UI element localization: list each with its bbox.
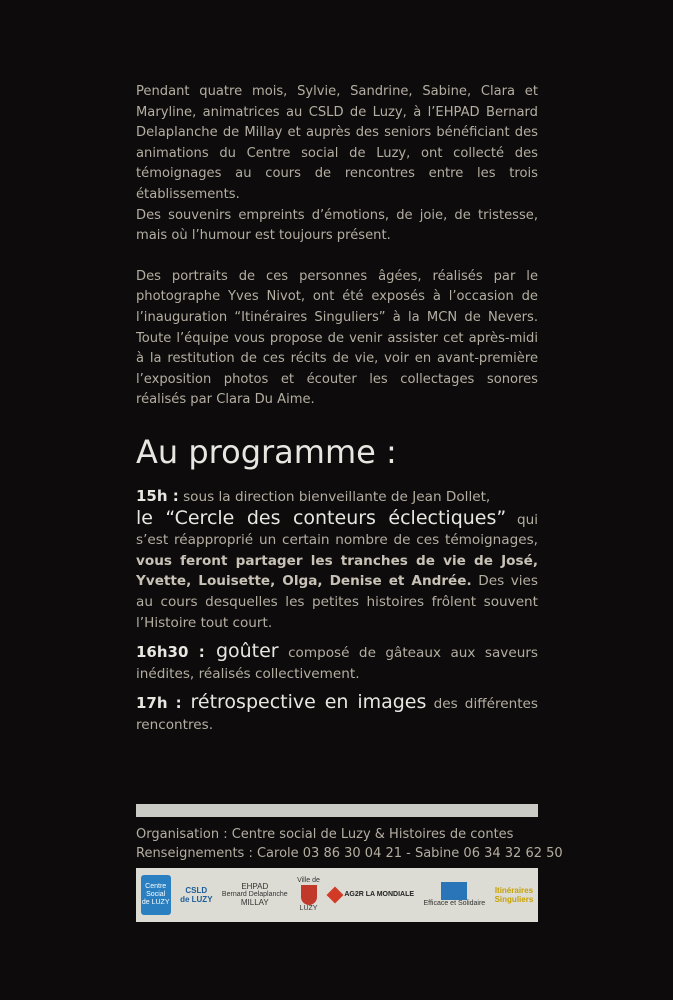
item-bold-text: vous feront partager les tranches de vie de José, Yvette, Louisette, Olga, Denise et Andrée.	[136, 552, 538, 590]
intro-paragraph-3: Des portraits de ces personnes âgées, réalisés par le photographe Yves Nivot, ont été exposés à l’occasion de l’inauguration “Itinéraires Singuliers” à la MCN de Nevers. Toute l’équipe vous propose de venir assister cet après-midi à la restitution de ces récits de vie, voir en avant-première l’exposition photos et écouter les collectages sonores réalisés par Clara Du Aime.	[136, 268, 538, 408]
item-lead: sous la direction bienveillante de Jean Dollet,	[178, 489, 491, 505]
programme-heading: Au programme :	[136, 433, 397, 471]
item-highlight: rétrospective en images	[181, 691, 427, 714]
logo-text: Efficace et Solidaire	[423, 900, 486, 907]
organisation-line: Organisation : Centre social de Luzy & Histoires de contes	[136, 827, 514, 842]
ag2r-diamond-icon	[327, 887, 344, 904]
logo-text: Centre	[145, 883, 167, 890]
divider-bar	[136, 804, 538, 817]
item-text: des différentes rencontres.	[136, 696, 538, 733]
contact-line: Renseignements : Carole 03 86 30 04 21 - Sabine 06 34 32 62 50	[136, 846, 563, 861]
ag2r-logo	[329, 889, 414, 901]
item-time: 15h :	[136, 487, 179, 505]
csld-logo	[180, 886, 212, 904]
logo-text: Itinéraires	[494, 886, 534, 895]
logo-text: Ville de	[297, 877, 320, 884]
programme-item-16h30	[136, 641, 538, 684]
programme-item-17h	[136, 692, 538, 735]
intro-text	[136, 82, 538, 411]
logo-text: MILLAY	[240, 898, 269, 907]
centre-social-logo	[141, 875, 171, 915]
logo-text: AG2R LA MONDIALE	[344, 891, 415, 898]
logo-text: de LUZY	[141, 899, 170, 906]
item-text-end: Des vies au cours desquelles les petites histoires frôlent souvent l’Histoire tout court.	[136, 573, 539, 631]
shield-icon	[301, 885, 317, 905]
item-highlight: goûter	[204, 640, 279, 663]
item-highlight: le “Cercle des conteurs éclectiques”	[136, 506, 507, 529]
acef-icon	[441, 882, 467, 900]
item-time: 17h :	[136, 694, 182, 713]
logo-text: Bernard Delaplanche	[221, 891, 288, 898]
item-text: qui s’est réapproprié un certain nombre de ces témoignages,	[136, 511, 539, 549]
ville-luzy-logo	[297, 877, 320, 913]
footer-info	[136, 825, 563, 863]
acef-logo	[423, 882, 485, 908]
item-time: 16h30 :	[136, 643, 205, 662]
itineraires-singuliers-logo	[495, 886, 534, 904]
intro-paragraph-2: Des souvenirs empreints d’émotions, de joie, de tristesse, mais où l’humour est toujours présent.	[136, 207, 538, 244]
logo-text: de LUZY	[180, 895, 213, 904]
logo-text: EHPAD	[241, 882, 269, 891]
programme-item-15h	[136, 486, 538, 633]
intro-paragraph-1: Pendant quatre mois, Sylvie, Sandrine, Sabine, Clara et Maryline, animatrices au CSLD de Luzy, à l’EHPAD Bernard Delaplanche de Millay et auprès des seniors bénéficiant des animations du Centre social de Luzy, ont collecté des témoignages au cours de rencontres entre les trois établissements.	[136, 84, 538, 202]
logo-text: Singuliers	[494, 895, 534, 904]
logo-text: Social	[146, 891, 166, 898]
programme-list	[136, 486, 538, 736]
item-text: composé de gâteaux aux saveurs inédites, réalisés collectivement.	[136, 645, 539, 682]
logo-text: CSLD	[185, 886, 208, 895]
ehpad-logo	[222, 883, 288, 907]
partner-logos	[136, 868, 538, 922]
logo-text: LUZY	[299, 905, 318, 912]
